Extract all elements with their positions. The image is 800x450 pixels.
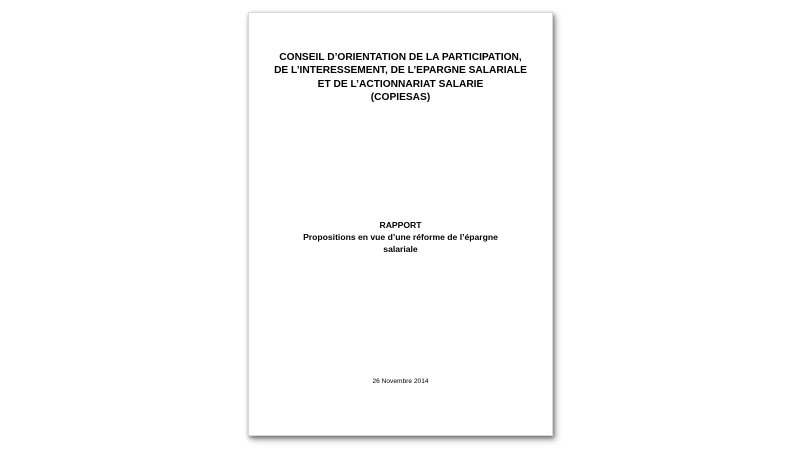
organization-title-line-1: CONSEIL D’ORIENTATION DE LA PARTICIPATION, [279,52,522,63]
report-subtitle-line-2: salariale [383,244,418,254]
report-heading [259,219,542,255]
organization-title-line-3: ET DE L’ACTIONNARIAT SALARIE [317,78,484,90]
organization-title-line-2: DE L’INTERESSEMENT, DE L’EPARGNE SALARIALE [274,65,527,77]
organization-title [259,51,542,104]
report-label: RAPPORT [379,220,422,230]
document-date: 26 Novembre 2014 [372,378,429,385]
document-page [248,12,553,436]
organization-acronym: (COPIESAS) [370,91,431,103]
report-subtitle-line-1: Propositions en vue d’une réforme de l’épargne [303,232,498,242]
